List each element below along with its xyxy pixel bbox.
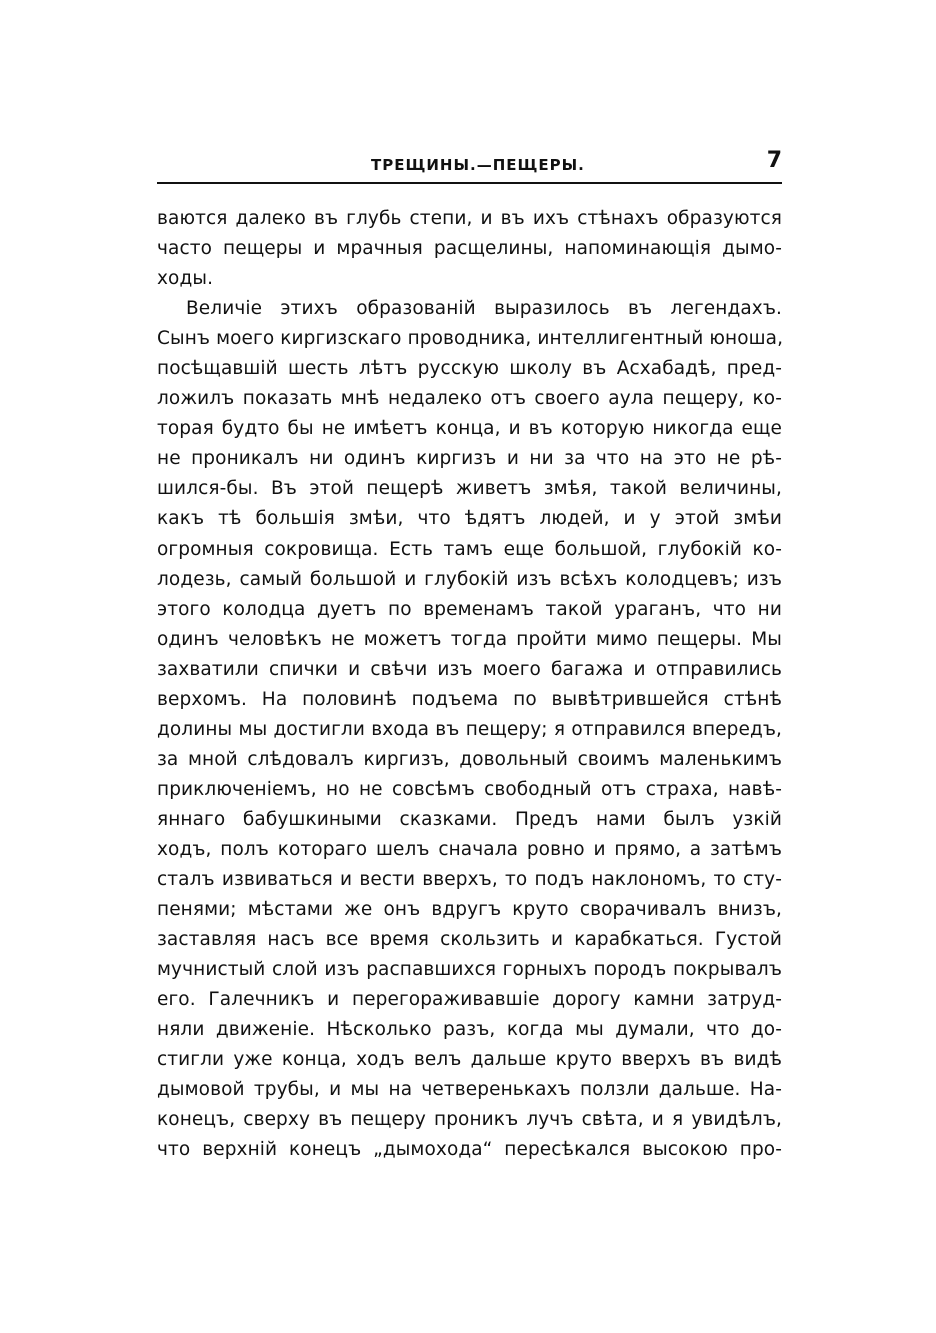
text-line: торая будто бы не имѣетъ конца, и въ которую никогда еще: [157, 418, 782, 440]
text-line: няли движеніе. Нѣсколько разъ, когда мы думали, что до-: [157, 1019, 782, 1041]
text-line: огромныя сокровища. Есть тамъ еще большой, глубокій ко-: [157, 538, 782, 560]
text-line: заставляя насъ все время скользить и карабкаться. Густой: [157, 929, 782, 951]
text-line: пенями; мѣстами же онъ вдругъ круто сворачивалъ внизъ,: [157, 899, 782, 921]
text-line: какъ тѣ большія змѣи, что ѣдятъ людей, и у этой змѣи: [157, 508, 782, 530]
text-line: одинъ человѣкъ не можетъ тогда пройти мимо пещеры. Мы: [157, 628, 782, 650]
text-line: за мной слѣдовалъ киргизъ, довольный своимъ маленькимъ: [157, 748, 782, 770]
text-line: его. Галечникъ и перегораживавшіе дорогу камни затруд-: [157, 989, 782, 1011]
text-line: не проникалъ ни одинъ киргизъ и ни за что на это не рѣ-: [157, 448, 782, 470]
paragraph: [157, 294, 782, 1195]
text-line: шился-бы. Въ этой пещерѣ живетъ змѣя, такой величины,: [157, 478, 782, 500]
text-line: захватили спички и свѣчи изъ моего багажа и отправились: [157, 658, 782, 680]
text-line: приключеніемъ, но не совсѣмъ свободный отъ страха, навѣ-: [157, 778, 782, 800]
text-line: ходы.: [157, 268, 214, 290]
text-line: верхомъ. На половинѣ подъема по вывѣтрившейся стѣнѣ: [157, 688, 782, 710]
text-line: мучнистый слой изъ распавшихся горныхъ породъ покрывалъ: [157, 959, 782, 981]
text-line: что верхній конецъ „дымохода“ пересѣкался высокою про-: [157, 1139, 782, 1161]
text-line: лодезь, самый большой и глубокій изъ всѣхъ колодцевъ; изъ: [157, 568, 782, 590]
text-line: ваются далеко въ глубь степи, и въ ихъ стѣнахъ образуются: [157, 208, 782, 229]
body-text: [157, 204, 782, 1196]
text-line: Сынъ моего киргизскаго проводника, интеллигентный юноша,: [157, 328, 784, 350]
text-line: часто пещеры и мрачныя расщелины, напоминающія дымо-: [157, 238, 782, 260]
text-line: ложилъ показать мнѣ недалеко отъ своего аула пещеру, ко-: [157, 388, 782, 410]
paragraph: [157, 204, 782, 294]
text-line: ходъ, полъ котораго шелъ сначала ровно и прямо, а затѣмъ: [157, 838, 782, 860]
page-header: [157, 148, 782, 184]
text-line: стигли уже конца, ходъ велъ дальше круто вверхъ въ видѣ: [157, 1049, 782, 1071]
text-line: этого колодца дуетъ по временамъ такой ураганъ, что ни: [157, 598, 782, 620]
page-number: 7: [766, 148, 782, 173]
text-line: яннаго бабушкиными сказками. Предъ нами былъ узкій: [157, 808, 782, 830]
text-line: дымовой трубы, и мы на четверенькахъ ползли дальше. На-: [157, 1079, 782, 1101]
text-line: Величіе этихъ образованій выразилось въ легендахъ.: [186, 298, 782, 320]
text-line: сталъ извиваться и вести вверхъ, то подъ наклономъ, то сту-: [157, 869, 782, 891]
running-head: ТРЕЩИНЫ.—ПЕЩЕРЫ.: [371, 156, 585, 174]
text-line: [157, 1166, 782, 1196]
text-line: посѣщавшій шесть лѣтъ русскую школу въ Асхабадѣ, пред-: [157, 358, 782, 380]
text-line: конецъ, сверху въ пещеру проникъ лучъ свѣта, и я увидѣлъ,: [157, 1109, 782, 1131]
text-line: долины мы достигли входа въ пещеру; я отправился впередъ,: [157, 718, 782, 740]
